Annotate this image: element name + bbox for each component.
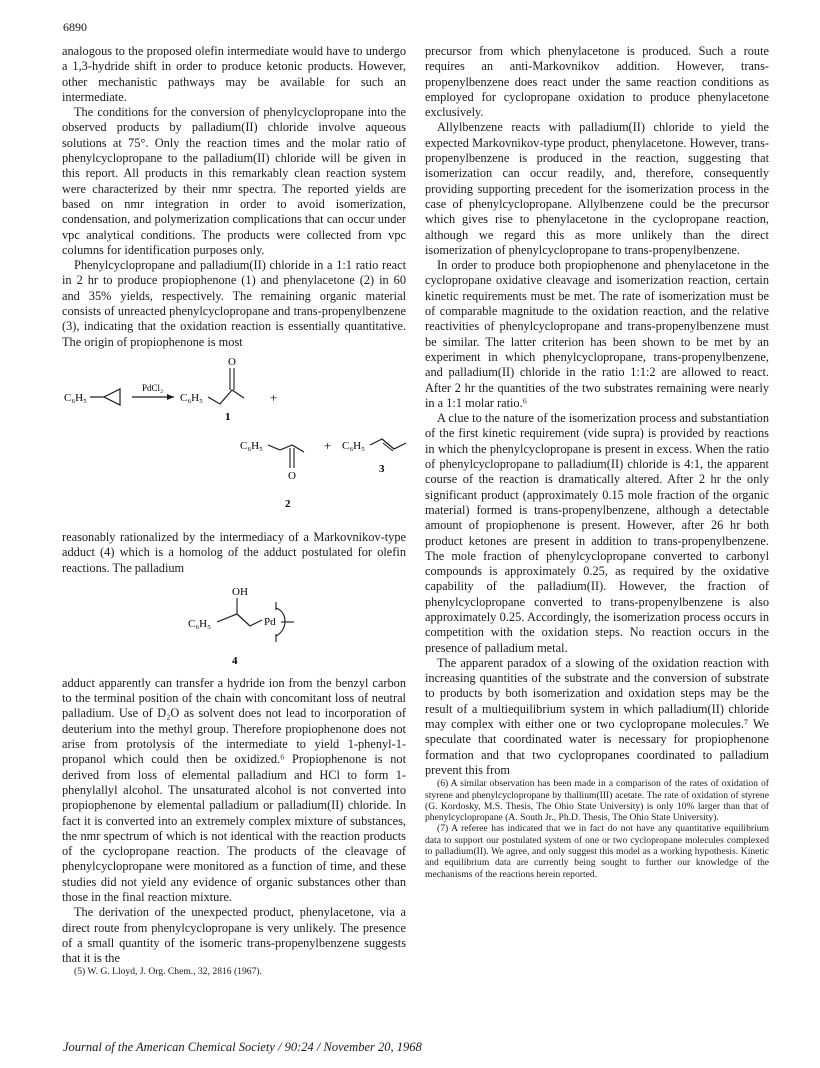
oxygen-atom: O [288, 469, 296, 482]
arrow-head [167, 394, 174, 400]
adduct-structure-4 [62, 580, 406, 672]
left-column [62, 44, 406, 978]
paragraph: The conditions for the conversion of phenylcyclopropane into the observed products by palladium(II) chloride involve aqueous solutions at 75°. Only the reaction times and the molar ratio of phenylcyclopropane to the palladium(II) chloride will be given in this report. All products in this remarkably clean reaction system were characterized by their nmr spectra. The reported yields are based on nmr integration in order to avoid isomerization, condensation, and polymerization complications that can occur under vpc analytical conditions. The products were collected from vpc columns for identification purposes only. [62, 105, 406, 257]
oxygen-atom: O [228, 355, 236, 368]
paragraph: The apparent paradox of a slowing of the oxidation reaction with increasing quantities of the substrate and the conversion of substrate to products by both isomerization and oxidation steps may be the result of a multiequilibrium system in which palladium(II) chloride may complex with either one or two cyclopropane molecules.⁷ We speculate that coordinated water is necessary for propiophenone formation and that two cyclopropanes coordinated to palladium prevent this from [425, 655, 769, 777]
adduct-chain [217, 614, 262, 626]
right-column [425, 44, 769, 880]
palladium-atom: Pd [264, 615, 276, 628]
plus-sign: + [270, 389, 278, 405]
cyclopropane-ring [104, 389, 120, 405]
footnote: (5) W. G. Lloyd, J. Org. Chem., 32, 2816 (1967). [74, 966, 262, 978]
propiophenone-chain [208, 390, 244, 404]
paragraph: In order to produce both propiophenone and phenylacetone in the cyclopropane oxidative cleavage and isomerization reaction, certain kinetic requirements must be met. The rate of isomerization must be of comparable magnitude to the oxidation reaction, and the relative reactivities of phenylcyclopropane and trans-propenylbenzene must be similar. The latter criterion has been shown to be met by an experiment in which phenylcyclopropane, trans-propenylbenzene, and palladium(II) chloride in the ratio 1:1:2 are allowed to react. After 2 hr the quantities of the two substrates remaining were nearly in a 1:1 molar ratio.⁶ [425, 258, 769, 410]
paragraph: adduct apparently can transfer a hydride ion from the benzyl carbon to the terminal position of the chain with concomitant loss of neutral palladium. Use of D₂O as solvent does not lead to incorporation of deuterium into the methyl group. Therefore propiophenone does not arise from protolysis of the intermediate to yield 1-phenyl-1-propanol which could then be oxidized.⁶ Propiophenone is not derived from loss of elemental palladium and HCl to form 1-phenylallyl alcohol. The unsaturated alcohol is not converted into propiophenone by elemental palladium or palladium(II) chloride. In fact it is converted into an extremely complex mixture of substances, the nmr spectrum of which is not identical with the reaction products of the cyclopropane reaction. The products of the cleavage of phenylcyclopropane were monitored as a function of time, and these studies did not yield any evidence of organic substances other than those in the final reaction mixture. [62, 675, 406, 904]
paragraph: Allylbenzene reacts with palladium(II) chloride to yield the expected Markovnikov-type product, phenylacetone. However, trans-propenylbenzene is produced in the reaction, suggesting that isomerization can occur readily, and, therefore, consequently providing supporting precedent for the isomerization process in the case of phenylcyclopropane. Allylbenzene could be the precursor which gives rise to phenylacetone in the cyclopropane reaction, although we regard this as more unlikely than the direct isomerization of phenylcyclopropane to trans-propenylbenzene. [425, 120, 769, 257]
product3-formula: C₆H₅ [342, 439, 365, 452]
compound-label-2: 2 [285, 497, 291, 510]
reactant-formula: C₆H₅ [64, 391, 87, 404]
reaction-scheme-1 [62, 354, 406, 526]
plus-sign: + [324, 437, 332, 453]
footnote: (6) A similar observation has been made in a comparison of the rates of oxidation of styrene and phenylcyclopropane by thallium(III) acetate. The rate of oxidation of styrene (G. Kordosky, M.S. Thesis, The Ohio State University) is only 10% larger than that of phenylcyclopropane (A. South Jr., Ph.D. Thesis, The Ohio State University). [425, 778, 769, 824]
paragraph: reasonably rationalized by the intermediacy of a Markovnikov-type adduct (4) which is a homolog of the adduct postulated for olefin reactions. The palladium [62, 529, 406, 575]
paragraph: Phenylcyclopropane and palladium(II) chloride in a 1:1 ratio react in 2 hr to produce propiophenone (1) and phenylacetone (2) in 60 and 35% yields, respectively. The remaining organic material consists of unreacted phenylcyclopropane and trans-propenylbenzene (3), indicating that the oxidation reaction is essentially quantitative. The origin of propiophenone is most [62, 258, 406, 349]
paragraph: precursor from which phenylacetone is produced. Such a route requires an anti-Markovnikov addition. However, trans-propenylbenzene does react under the same reaction conditions as employed for cyclopropane oxidation to produce phenylacetone exclusively. [425, 44, 769, 120]
adduct-formula: C₆H₅ [188, 617, 211, 630]
product1-formula: C₆H₅ [180, 391, 203, 404]
phenylacetone-chain [268, 445, 304, 452]
compound-label-3: 3 [379, 462, 385, 475]
hydroxyl-label: OH [232, 585, 248, 598]
reagent-label: PdCl₂ [142, 382, 164, 393]
paragraph: A clue to the nature of the isomerization process and substantiation of the first kinetic requirement (vide supra) is provided by reactions in which the phenylcyclopropane is present in excess. When the ratio of phenylcyclopropane to palladium(II) chloride is 4:1, the apparent course of the reaction is dramatically altered. After 2 hr the only significant product (approximately 0.15 mole fraction of the organic material) formed is trans-propenylbenzene, although a detectable amount of propiophenone is present. However, after 26 hr both product ketones are present in addition to trans-propenylbenzene. The mole fraction of phenylcyclopropane converted to carbonyl compounds is approximately 0.25, as required by the oxidative capability of the palladium(II). However, the fraction of phenylcyclopropane converted to trans-propenylbenzene is also approximately 0.25. Accordingly, the isomerization process occurs in competition with the oxidation steps. No reaction occurs in the presence of palladium metal. [425, 411, 769, 655]
compound-label-4: 4 [232, 654, 238, 667]
page-number: 6890 [63, 20, 87, 34]
compound-label-1: 1 [225, 410, 231, 423]
footnote: (7) A referee has indicated that we in fact do not have any quantitative equilibrium data to support our postulated system of one or two cyclopropane molecules complexed to palladium(II). We agree, and only suggest this model as a working hypothesis. Kinetic and equilibrium data are currently being sought to further our knowledge of the mechanisms of the reactions herein reported. [425, 823, 769, 880]
paragraph: The derivation of the unexpected product, phenylacetone, via a direct route from phenylcyclopropane is very unlikely. The presence of a small quantity of the isomeric trans-propenylbenzene suggests that it is the [62, 905, 406, 966]
product2-formula: C₆H₅ [240, 439, 263, 452]
paragraph: analogous to the proposed olefin intermediate would have to undergo a 1,3-hydride shift in order to produce ketonic products. However, other mechanistic pathways may be available for such an intermediate. [62, 44, 406, 104]
running-footer: Journal of the American Chemical Society / 90:24 / November 20, 1968 [63, 1040, 422, 1054]
